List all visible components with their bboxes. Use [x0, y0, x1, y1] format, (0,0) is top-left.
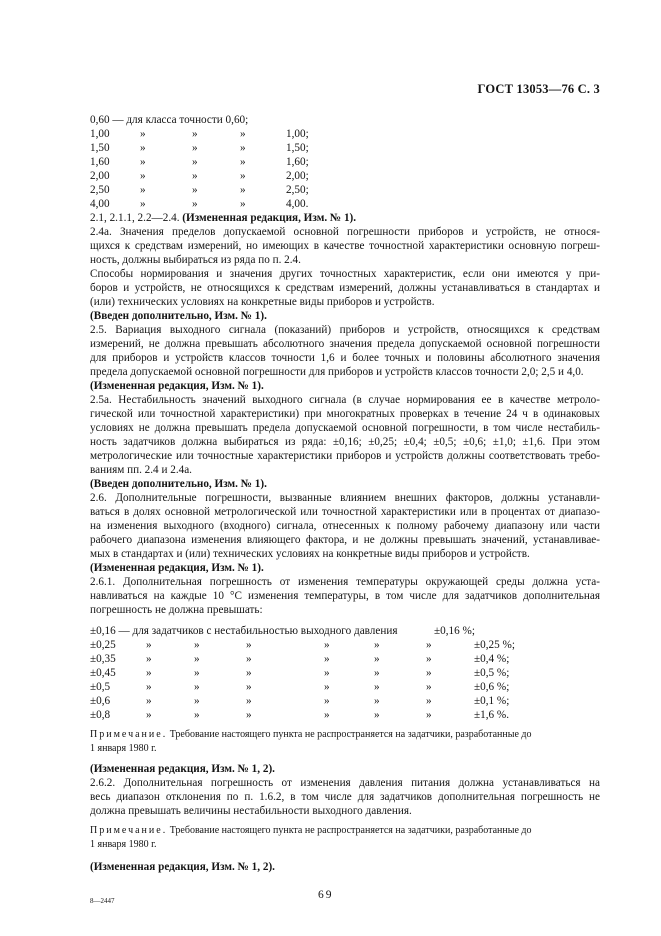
list-cell: ±0,45	[90, 667, 116, 679]
list-cell: 4,00	[90, 198, 110, 210]
text-line: боров и устройств, не относящихся к средствам измерений, должны устанавливаться в стандартах и	[90, 282, 600, 294]
list-cell: »	[324, 709, 330, 721]
list-cell: »	[324, 653, 330, 665]
list-cell: ±0,4 %;	[474, 653, 510, 665]
class-list-item	[90, 169, 600, 183]
text-line: метрологические или точностные характеристики приборов и устройств должны соответствовать требо-	[90, 450, 600, 462]
list-cell: 2,50;	[286, 184, 309, 196]
paragraph-2-6-1	[90, 575, 600, 617]
temperature-list-item	[90, 708, 600, 722]
class-list	[90, 113, 600, 211]
list-cell: »	[194, 695, 200, 707]
list-cell: »	[246, 681, 252, 693]
print-code: 8—2447	[90, 897, 115, 905]
page-header: ГОСТ 13053—76 С. 3	[477, 82, 600, 96]
page-number: 69	[318, 889, 334, 901]
list-cell: »	[426, 709, 432, 721]
text-line: 2.6.1. Дополнительная погрешность от изменения температуры окружающей среды должна уста-	[90, 576, 600, 588]
paragraph-2-1: 2.1, 2.1.1, 2.2—2.4. (Измененная редакция, Изм. № 1).	[90, 212, 357, 224]
list-cell: ±0,5 %;	[474, 667, 510, 679]
list-cell: 1,50	[90, 142, 110, 154]
text-line: щихся к средствам измерений, но имеющих в качестве точностной характеристики основную погреш-	[90, 240, 600, 252]
amendment-note: (Введен дополнительно, Изм. № 1).	[90, 478, 267, 490]
list-cell: 1,60	[90, 156, 110, 168]
list-cell: »	[374, 639, 380, 651]
text-line: условиях не должна превышать предела допускаемой основной погрешности, в том числе нестабиль-	[90, 422, 600, 434]
temperature-list-rows	[90, 638, 600, 722]
list-cell: »	[192, 142, 198, 154]
list-cell: ±0,6	[90, 695, 111, 707]
amendment-note: (Измененная редакция, Изм. № 1).	[90, 380, 264, 392]
list-cell: 2,50	[90, 184, 110, 196]
temperature-list-item	[90, 680, 600, 694]
list-cell: »	[240, 128, 246, 140]
note-1: Примечание. Требование настоящего пункта не распространяется на задатчики, разработанные до 1 января 1980 г.	[90, 729, 532, 754]
list-cell: »	[146, 681, 152, 693]
text-line: 2.5. Вариация выходного сигнала (показаний) приборов и устройств, относящихся к средствам	[90, 324, 600, 336]
list-cell: »	[140, 142, 146, 154]
temperature-list	[90, 624, 600, 722]
list-cell: »	[240, 170, 246, 182]
list-cell: »	[194, 667, 200, 679]
list-cell: »	[426, 695, 432, 707]
list-cell: »	[374, 681, 380, 693]
list-cell: »	[140, 156, 146, 168]
paragraph-2-6	[90, 491, 600, 561]
list-cell: ±1,6 %.	[474, 709, 510, 721]
text-line: ваниям пп. 2.4 и 2.4а.	[90, 464, 192, 476]
temperature-list-item	[90, 652, 600, 666]
list-cell: ±0,25 %;	[474, 639, 515, 651]
text-line: Способы нормирования и значения других точностных характеристик, если они имеются у при-	[90, 268, 600, 280]
paragraph-2-4a	[90, 225, 600, 267]
list-cell: »	[246, 709, 252, 721]
list-cell: 1,00	[90, 128, 110, 140]
paragraph-2-6-2	[90, 776, 600, 818]
list-cell: »	[194, 653, 200, 665]
list-cell: »	[246, 639, 252, 651]
temperature-list-item	[90, 694, 600, 708]
list-cell: »	[140, 184, 146, 196]
list-cell: »	[324, 639, 330, 651]
list-cell: »	[240, 184, 246, 196]
temperature-list-item	[90, 666, 600, 680]
text-line: гической или точностной характеристики) при многократных проверках в течение 24 ч в одинаковых	[90, 408, 600, 420]
text-line: (или) технических условиях на конкретные виды приборов и устройств.	[90, 296, 435, 308]
list-cell: »	[374, 653, 380, 665]
text-line: ность, должны выбираться из ряда по п. 2.4.	[90, 254, 301, 266]
list-cell: ±0,6 %;	[474, 681, 510, 693]
list-cell: »	[324, 667, 330, 679]
list-cell: »	[192, 170, 198, 182]
text-line: 2.6.2. Дополнительная погрешность от изменения давления питания должна устанавливаться на	[90, 777, 600, 789]
list-cell: ±0,35	[90, 653, 116, 665]
list-cell: »	[194, 639, 200, 651]
page-body	[90, 113, 600, 874]
paragraph-2-4a-cont	[90, 267, 600, 309]
text-line: рабочего диапазона изменения влияющего фактора, и не должны превышать значений, устанавливае-	[90, 534, 600, 546]
list-cell: »	[426, 653, 432, 665]
class-list-item	[90, 155, 600, 169]
amendment-note: (Измененная редакция, Изм. № 1, 2).	[90, 861, 275, 873]
list-cell: »	[146, 709, 152, 721]
list-cell: »	[146, 667, 152, 679]
list-cell: 1,60;	[286, 156, 309, 168]
list-cell: »	[192, 156, 198, 168]
class-list-item: 0,60 — для класса точности 0,60;	[90, 114, 249, 126]
text-line: 2.4а. Значения пределов допускаемой основной погрешности приборов и устройств, не относя-	[90, 226, 600, 238]
class-list-item	[90, 183, 600, 197]
list-cell: »	[146, 695, 152, 707]
list-cell: »	[192, 128, 198, 140]
list-cell: »	[374, 667, 380, 679]
list-cell: »	[426, 639, 432, 651]
list-cell: »	[324, 681, 330, 693]
list-cell: »	[246, 695, 252, 707]
list-cell: ±0,25	[90, 639, 116, 651]
list-cell: »	[246, 667, 252, 679]
list-cell: »	[374, 695, 380, 707]
note-2: Примечание. Требование настоящего пункта не распространяется на задатчики, разработанные до 1 января 1980 г.	[90, 825, 532, 850]
class-list-item	[90, 127, 600, 141]
list-cell: »	[426, 667, 432, 679]
list-cell: »	[324, 695, 330, 707]
amendment-note: (Введен дополнительно, Изм. № 1).	[90, 310, 267, 322]
list-cell: ±0,1 %;	[474, 695, 510, 707]
text-line: весь диапазон отклонения по п. 1.6.2, в том числе для задатчиков дополнительная погрешность не	[90, 791, 600, 803]
list-cell: »	[146, 653, 152, 665]
amendment-note: (Измененная редакция, Изм. № 1).	[90, 562, 264, 574]
list-cell: »	[240, 198, 246, 210]
list-cell: »	[140, 198, 146, 210]
list-cell: 2,00;	[286, 170, 309, 182]
list-cell: ±0,5	[90, 681, 111, 693]
text-line: мых в стандартах и (или) технических условиях на конкретные виды приборов и устройств.	[90, 548, 530, 560]
list-cell: »	[194, 709, 200, 721]
class-list-item	[90, 197, 600, 211]
text-line: навливаться на каждые 10 °С изменения температуры, в том числе для задатчиков дополнительная	[90, 590, 600, 602]
list-cell: »	[240, 142, 246, 154]
temperature-list-item: ±0,16 — для задатчиков с нестабильностью выходного давления ±0,16 %;	[90, 625, 475, 637]
list-cell: »	[192, 198, 198, 210]
text-line: 2.5а. Нестабильность значений выходного сигнала (в случае нормирования ее в качестве метроло-	[90, 394, 600, 406]
text-line: предела допускаемой основной погрешности для приборов и устройств классов точности 2,0; 2,5 и 4,0.	[90, 366, 584, 378]
text-line: ность задатчиков должна выбираться из ряда: ±0,16; ±0,25; ±0,4; ±0,5; ±0,6; ±1,0; ±1,6. При этом	[90, 436, 600, 448]
list-cell: »	[374, 709, 380, 721]
list-cell: »	[426, 681, 432, 693]
text-line: 2.6. Дополнительные погрешности, вызванные влиянием внешних факторов, должны устанавли-	[90, 492, 600, 504]
list-cell: »	[192, 184, 198, 196]
list-cell: 4,00.	[286, 198, 309, 210]
list-cell: »	[140, 170, 146, 182]
paragraph-2-5a	[90, 393, 600, 477]
list-cell: 2,00	[90, 170, 110, 182]
list-cell: »	[146, 639, 152, 651]
text-line: ваться в долях основной метрологической или точностной характеристики или в процентах от диапазо-	[90, 506, 600, 518]
temperature-list-item	[90, 638, 600, 652]
list-cell: 1,00;	[286, 128, 309, 140]
text-line: для приборов и устройств классов точности 1,6 и более точных и половины абсолютного значения	[90, 352, 600, 364]
amendment-note: (Измененная редакция, Изм. № 1, 2).	[90, 763, 275, 775]
text-line: должна превышать величины нестабильности выходного давления.	[90, 805, 412, 817]
class-list-rows	[90, 127, 600, 211]
list-cell: »	[194, 681, 200, 693]
class-list-item	[90, 141, 600, 155]
list-cell: ±0,8	[90, 709, 111, 721]
list-cell: 1,50;	[286, 142, 309, 154]
text-line: на изменения выходного (входного) сигнала, отнесенных к полному рабочему диапазону или части	[90, 520, 600, 532]
list-cell: »	[140, 128, 146, 140]
list-cell: »	[240, 156, 246, 168]
text-line: измерений, не должна превышать абсолютного значения предела допускаемой основной погрешности	[90, 338, 600, 350]
text-line: погрешность не должна превышать:	[90, 604, 263, 616]
list-cell: »	[246, 653, 252, 665]
paragraph-2-5	[90, 323, 600, 379]
